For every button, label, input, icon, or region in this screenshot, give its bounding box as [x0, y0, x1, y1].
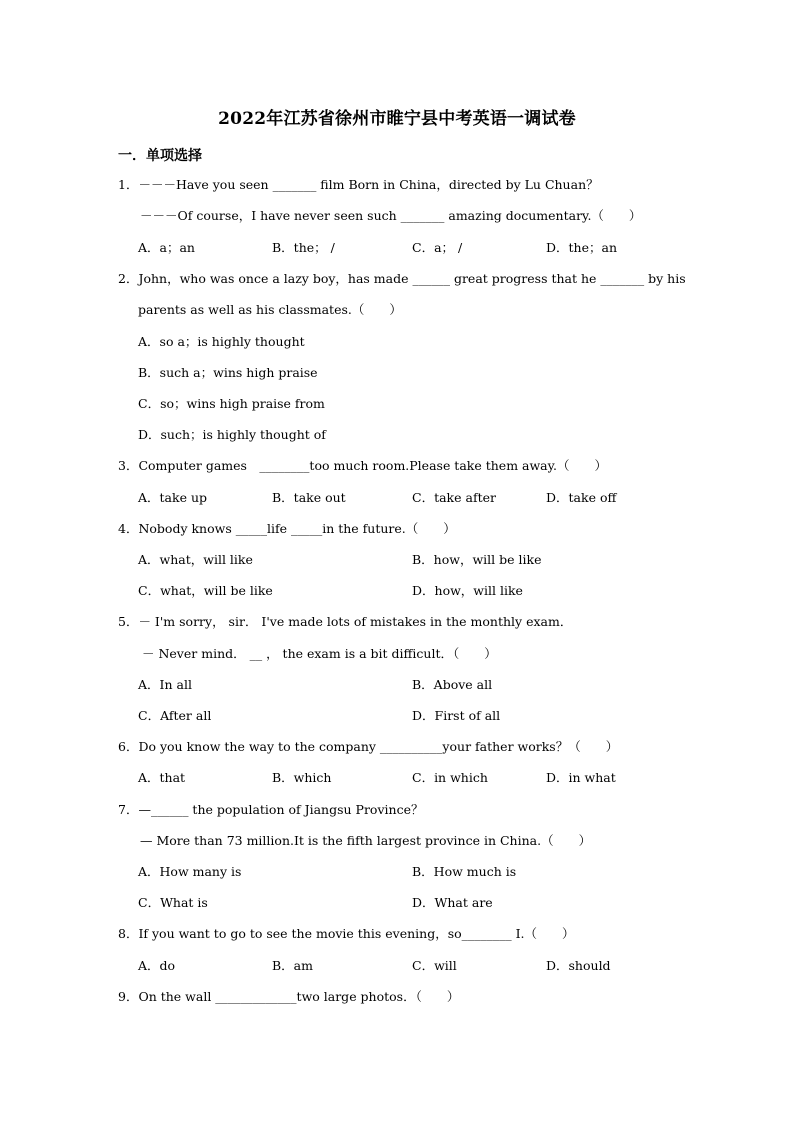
question-7-option-a: A．How many is	[138, 864, 242, 879]
question-7-stem: 7．—______ the population of Jiangsu Province？	[118, 802, 424, 817]
question-2-option-c: C．so；wins high praise from	[138, 396, 325, 411]
page-title: 2022年江苏省徐州市睢宁县中考英语一调试卷	[218, 109, 576, 129]
question-1-option-a: A．a；an	[138, 240, 195, 255]
question-6-option-a: A．that	[138, 770, 186, 785]
question-3-option-a: A．take up	[138, 490, 208, 505]
question-7-option-c: C．What is	[138, 895, 208, 910]
question-5-stem: 5．－ I'm sorry， sir． I've made lots of mistakes in the monthly exam．	[118, 614, 573, 629]
question-3-option-c: C．take after	[412, 490, 496, 505]
question-8-stem: 8．If you want to go to see the movie this evening，so________ I.（ ）	[118, 926, 575, 941]
question-8-option-a: A．do	[138, 958, 176, 973]
question-3-option-d: D．take off	[546, 490, 617, 505]
question-4-stem: 4．Nobody knows _____life _____in the future.（ ）	[118, 521, 456, 536]
question-4-option-b: B．how，will be like	[412, 552, 542, 567]
question-6-option-b: B．which	[272, 770, 332, 785]
question-8-option-d: D．should	[546, 958, 611, 973]
question-6-stem: 6．Do you know the way to the company __________your father works？（ ）	[118, 739, 619, 754]
question-4-option-a: A．what，will like	[138, 552, 253, 567]
question-5-line-2: － Never mind． __ ， the exam is a bit difficult．（ ）	[142, 646, 497, 661]
question-1-line-2: －－－Of course，I have never seen such _______ amazing documentary.（ ）	[140, 208, 642, 223]
question-8-option-b: B．am	[272, 958, 313, 973]
question-2-stem: 2．John，who was once a lazy boy，has made ______ great progress that he _______ by his	[118, 271, 686, 286]
section-heading: 一．单项选择	[118, 148, 202, 164]
question-7-option-b: B．How much is	[412, 864, 517, 879]
question-3-stem: 3．Computer games ________too much room.Please take them away.（ ）	[118, 458, 608, 473]
question-2-option-a: A．so a；is highly thought	[138, 334, 305, 349]
question-7-option-d: D．What are	[412, 895, 493, 910]
question-8-option-c: C．will	[412, 958, 457, 973]
question-6-option-c: C．in which	[412, 770, 488, 785]
question-4-option-c: C．what，will be like	[138, 583, 273, 598]
question-4-option-d: D．how，will like	[412, 583, 523, 598]
question-2-option-d: D．such；is highly thought of	[138, 427, 326, 442]
question-5-option-d: D．First of all	[412, 708, 501, 723]
question-6-option-d: D．in what	[546, 770, 616, 785]
question-2-line-2: parents as well as his classmates.（ ）	[138, 302, 402, 317]
question-9-stem: 9．On the wall _____________two large photos．（ ）	[118, 989, 460, 1004]
question-7-line-2: — More than 73 million.It is the fifth largest province in China.（ ）	[140, 833, 592, 848]
question-3-option-b: B．take out	[272, 490, 346, 505]
question-1-option-c: C．a； /	[412, 240, 463, 255]
question-5-option-a: A．In all	[138, 677, 192, 692]
question-5-option-b: B．Above all	[412, 677, 493, 692]
question-1-stem: 1．－－－Have you seen _______ film Born in China，directed by Lu Chuan？	[118, 177, 599, 192]
question-2-option-b: B．such a；wins high praise	[138, 365, 318, 380]
question-5-option-c: C．After all	[138, 708, 212, 723]
question-1-option-d: D．the；an	[546, 240, 617, 255]
question-1-option-b: B．the； /	[272, 240, 335, 255]
